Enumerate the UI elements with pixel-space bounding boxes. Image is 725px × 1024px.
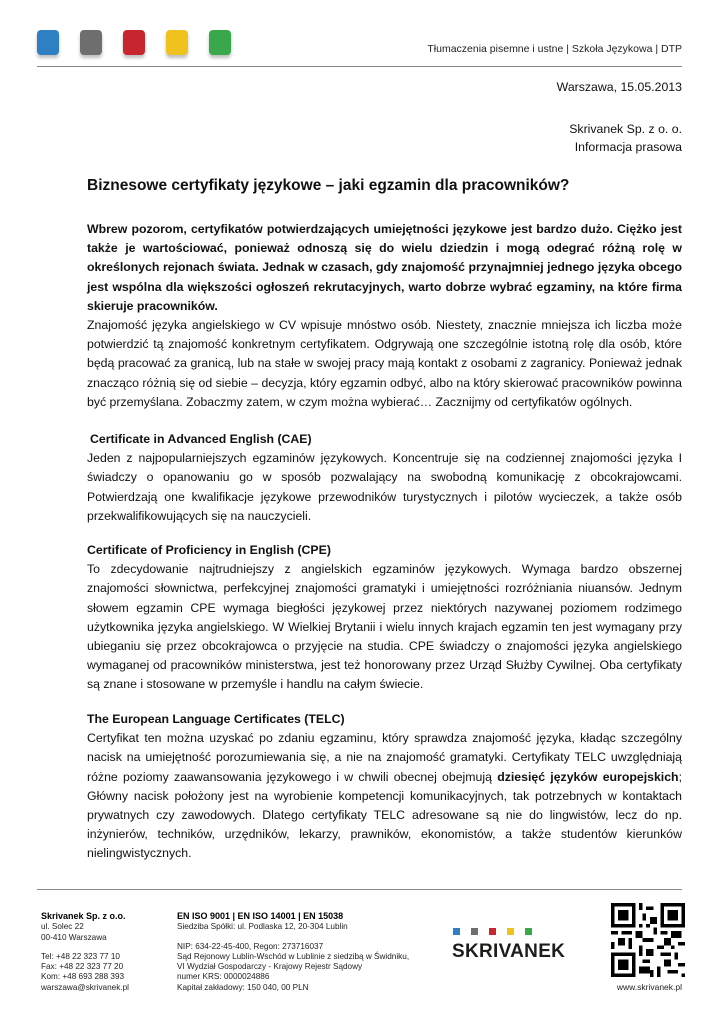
lead-paragraph: Wbrew pozorom, certyfikatów potwierdzających umiejętności językowe jest bardzo dużo. Ciężko jest także je wartościować, ponieważ odnoszą się do wielu dziedzin i mogą odegrać różną rolę w określonych rejonach świata. Jednak w czasach, gdy znajomość przynajmniej jednego języka obcego jest wspólna dla większości ogłoszeń rekrutacyjnych, warto dobrze wybrać egzaminy, na które firma skieruje pracowników.	[87, 222, 682, 313]
footer-tel: Tel: +48 22 323 77 10	[41, 951, 120, 961]
section-cpe	[87, 541, 682, 695]
footer-mobile: Kom: +48 693 288 393	[41, 972, 125, 982]
footer-contact	[41, 911, 129, 993]
brand-color-squares	[37, 30, 231, 55]
qr-code-icon	[611, 903, 685, 977]
section-body: Jeden z najpopularniejszych egzaminów językowych. Koncentruje się na codziennej znajomości języka I świadczy o opanowaniu go w sposób pozwalający na swobodną komunikację z obcokrajowcami. Potwierdzają one kwalifikacje językowe przewodników turystycznych i pilotów wycieczek, a także osób przekwalifikowujących się na nauczycieli.	[87, 451, 682, 523]
footer-city: 00-410 Warszawa	[41, 932, 107, 942]
yellow-square	[166, 30, 188, 55]
recipient-block	[569, 120, 682, 156]
logo-dot	[471, 928, 478, 935]
logo-dot	[453, 928, 460, 935]
body-text: ; Główny nacisk położony jest na wyrobienie kompetencji komunikacyjnych, tak potrzebnych w kontaktach prywatnych czy zawodowych. Dlatego certyfikaty TELC adresowane są nie do lingwistów, lecz do np. inżynierów, techników, urzędników, lekarzy, prawników, ekonomistów, a także studentów kierunków nielingwistycznych.	[87, 769, 682, 861]
footer-registry	[177, 911, 409, 993]
letter-date: Warszawa, 15.05.2013	[556, 80, 682, 94]
section-body: To zdecydowanie najtrudniejszy z angielskich egzaminów językowych. Wymaga bardzo obszernej znajomości słownictwa, perfekcyjnej znajomości gramatyki i umiejętności rozróżniania niuansów. Jednym słowem egzamin CPE wymaga biegłości językowej przez niektórych nazywanej poziomem rodzimego użytkownika języka angielskiego. W Wielkiej Brytanii i wielu innych krajach egzamin ten jest wymagany przy ubieganiu się przez obcokrajowca o przyjęcie na studia. CPE świadczy o znajomości języka angielskiego wymaganej od pracowników ministerstwa, jest też honorowany przez Urząd Służby Cywilnej. Oba certyfikaty są znane i stosowane w przemyśle i handlu na całym świecie.	[87, 562, 682, 692]
section-body	[87, 729, 682, 863]
header-tagline: Tłumaczenia pisemne i ustne | Szkoła Językowa | DTP	[427, 43, 682, 55]
logo-dots	[453, 928, 532, 935]
logo-dot	[525, 928, 532, 935]
logo-dot	[489, 928, 496, 935]
section-heading: The European Language Certificates (TELC)	[87, 712, 345, 726]
red-square	[123, 30, 145, 55]
page-title: Biznesowe certyfikaty językowe – jaki egzamin dla pracowników?	[87, 177, 570, 194]
footer-website: www.skrivanek.pl	[616, 982, 682, 992]
section-cae	[87, 430, 682, 526]
company-name: Skrivanek Sp. z o. o.	[569, 122, 682, 136]
footer-seat: Siedziba Spółki: ul. Podlaska 12, 20-304 Lublin	[177, 922, 348, 932]
footer-court-1: Sąd Rejonowy Lublin-Wschód w Lublinie z siedzibą w Świdniku,	[177, 951, 410, 961]
footer-divider	[37, 889, 682, 890]
intro-paragraph: Znajomość języka angielskiego w CV wpisuje mnóstwo osób. Niestety, znacznie mniejsza ich liczba może potwierdzić tą znajomość konkretnym certyfikatem. Odgrywają one szczególnie istotną rolę dla osób, które będą pracować za granicą, lub na stałe w swojej pracy mają kontakt z osobami z zagranicy. Ponieważ jednak znacząco różnią się od siebie – decyzja, który egzamin odbyć, albo na który skierować pracowników powinna być przemyślana. Zobaczmy zatem, w czym można wybierać… Zacznijmy od certyfikatów ogólnych.	[87, 318, 682, 409]
footer-krs: numer KRS: 0000024886	[177, 972, 270, 982]
header-divider	[37, 66, 682, 67]
green-square	[209, 30, 231, 55]
document-type: Informacja prasowa	[574, 140, 682, 154]
section-telc	[87, 710, 682, 864]
footer-capital: Kapitał zakładowy: 150 040, 00 PLN	[177, 982, 309, 992]
body-text: Certyfikat ten można uzyskać po zdaniu egzaminu, który sprawdza znajomość języka, kładąc szczególny nacisk na umiejętność porozumiewania się, a nie na znajomość gramatyki. Certyfikaty TELC uwzględniają różne poziomy zaawansowania językowego i w chwili obecnej obejmują	[87, 731, 682, 784]
section-heading: Certificate in Advanced English (CAE)	[90, 432, 312, 446]
blue-square	[37, 30, 59, 55]
body-emphasis: dziesięć języków europejskich	[497, 769, 679, 784]
grey-square	[80, 30, 102, 55]
footer-nip: NIP: 634-22-45-400, Regon: 273716037	[177, 941, 324, 951]
logo-dot	[507, 928, 514, 935]
footer-court-2: VI Wydział Gospodarczy - Krajowy Rejestr Sądowy	[177, 962, 363, 972]
footer-iso: EN ISO 9001 | EN ISO 14001 | EN 15038	[177, 911, 344, 921]
section-heading: Certificate of Proficiency in English (CPE)	[87, 543, 331, 557]
footer-street: ul. Solec 22	[41, 922, 84, 932]
skrivanek-logo: SKRIVANEK	[452, 941, 566, 962]
footer-fax: Fax: +48 22 323 77 20	[41, 962, 124, 972]
footer-company-name: Skrivanek Sp. z o.o.	[41, 911, 126, 921]
footer-email: warszawa@skrivanek.pl	[41, 982, 129, 992]
